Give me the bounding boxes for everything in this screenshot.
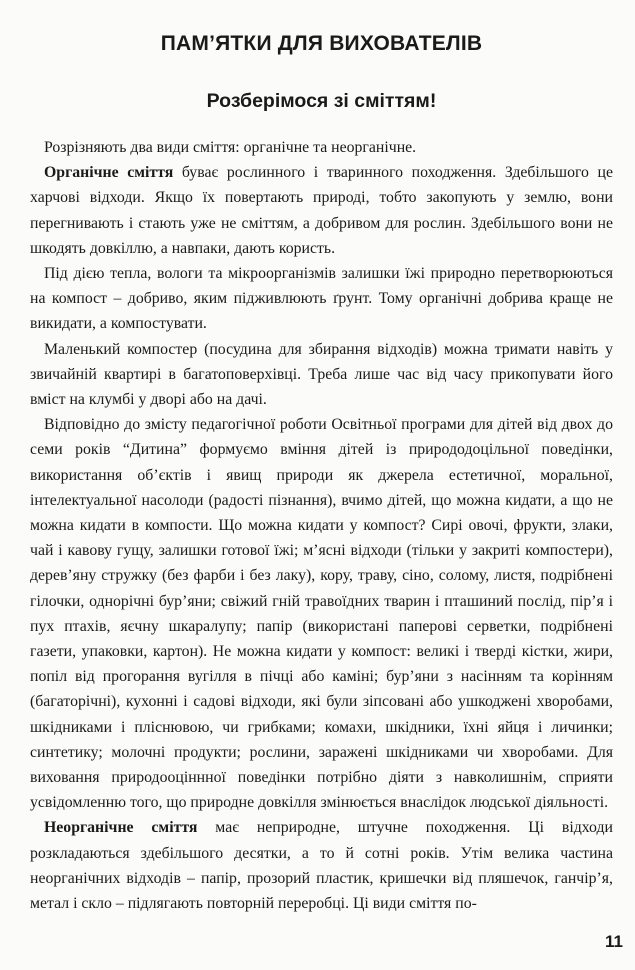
paragraph-text: Під дією тепла, вологи та мікроорганізмів залишки їжі природно перетворюються на компост – добриво, яким підживлюють ґрунт. Тому органічні добрива краще не викидати, а компостувати. [30, 265, 613, 333]
paragraph-4 [30, 337, 613, 413]
article-title: Розберімося зі сміттям! [206, 90, 437, 112]
paragraph-text: має неприродне, штучне походження. Ці відходи розкладаються здебільшого десятки, а то й сотні років. Утім велика частина неорганічних відходів – папір, прозорий пластик, кришечки від пляшечок, ганчір’я, метал і скло – підлягають повторній переробці. Ці види сміття по- [30, 819, 613, 913]
paragraph-text: Маленький компостер (посудина для збирання відходів) можна тримати навіть у звичайній квартирі в багатоповерхівці. Треба лише час від часу прикопувати його вміст на клумбі у дворі або на дачі. [30, 340, 613, 409]
paragraph-text: буває рослинного і тваринного походження. Здебільшого це харчові відходи. Якщо їх повертають природі, тобто закопують у землю, вони перегнивають і стають уже не сміттям, а добривом для рослин. Здебільшого вони не шкодять довкіллю, а навпаки, дають користь. [30, 164, 614, 257]
page-number: 11 [605, 932, 623, 951]
paragraph-5 [30, 412, 613, 815]
paragraph-term: Органічне сміття [44, 164, 174, 182]
paragraph-2 [30, 160, 613, 261]
paragraph-text: Розрізняють два види сміття: органічне та неорганічне. [44, 139, 417, 156]
paragraph-1 [30, 135, 613, 160]
section-header: ПАМ’ЯТКИ ДЛЯ ВИХОВАТЕЛІВ [160, 32, 483, 55]
paragraph-text: Відповідно до змісту педагогічної роботи Освітньої програми для дітей від двох до семи років “Дитина” формуємо вміння дітей із природодоцільної поведінки, використання об’єктів і явищ природи як джерела естетичної, моральної, інтелектуальної насолоди (радості пізнання), вчимо дітей, що можна кидати, а що не можна кидати в компости. Що можна кидати у компост? Сирі овочі, фрукти, злаки, чай і кавову гущу, залишки готової їжі; м’ясні відходи (тільки у закриті компостери), дерев’яну стружку (без фарби і без лаку), кору, траву, сіно, солому, листя, подрібнені гілочки, однорічні бур’яни; свіжий гній травоїдних тварин і пташиний послід, пір’я і пух птахів, яєчну шкаралупу; папір (використані паперові серветки, подрібнені газети, упаковки, картон). Не можна кидати у компост: великі і тверді кістки, жири, попіл від прогорання вугілля в пічці або каміні; бур’яни з насінням та корінням (багаторічні), кухонні і садові відходи, які були зіпсовані або ушкоджені хворобами, шкідниками і пліснювою, чи грибками; комахи, шкідники, їхні яйця і личинки; синтетику; молочні продукти; рослини, заражені шкідниками чи хворобами. Для виховання природооціннної поведінки потрібно діяти з навколишнім, сприяти усвідомленню того, що природне довкілля змінюється внаслідок людської діяльності. [30, 416, 613, 812]
paragraph-term: Неорганічне сміття [44, 819, 198, 837]
paragraph-3 [30, 261, 613, 337]
paragraph-6 [30, 815, 613, 916]
